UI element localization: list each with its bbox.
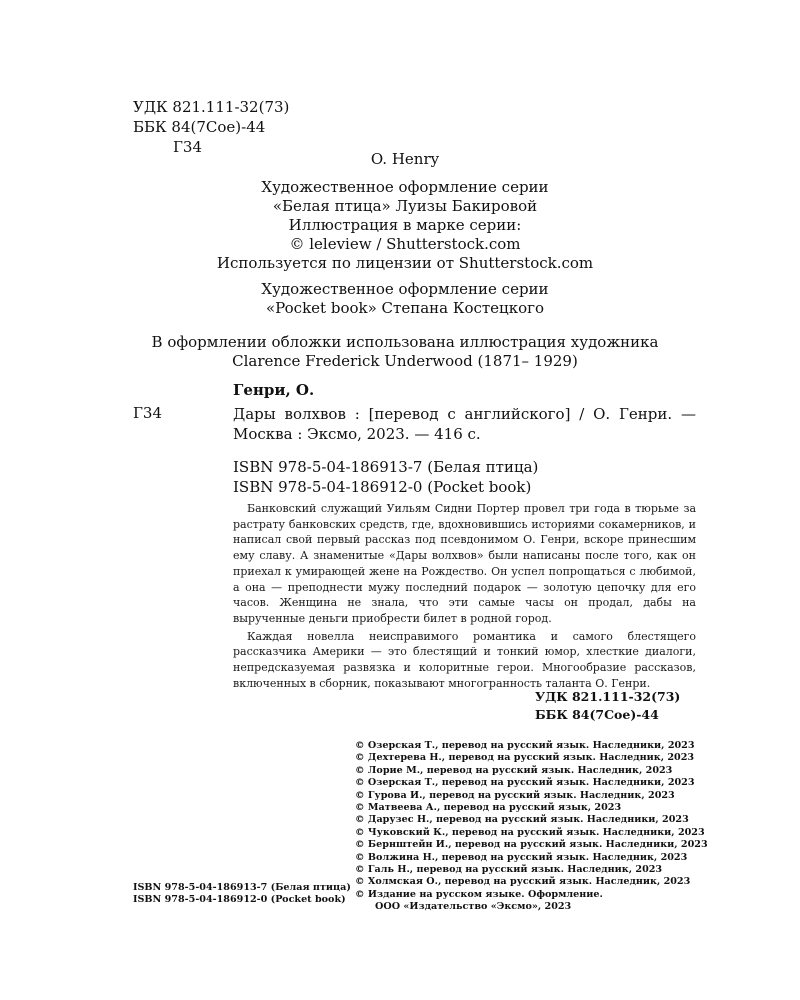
author-heading: Генри, О.: [233, 381, 315, 399]
copyright-publisher: ООО «Издательство «Эксмо», 2023: [375, 901, 572, 913]
copyright-line: © Гурова И., перевод на русский язык. Наследник, 2023: [355, 789, 675, 801]
design-credits: [130, 150, 680, 273]
author-mark: Г34: [173, 138, 203, 156]
credit-line: Используется по лицензии от Shutterstock.com: [216, 254, 594, 272]
isbn-list-bottom: [133, 882, 351, 907]
design-credits-pocket: [130, 280, 680, 318]
copyright-line: © Лорие М., перевод на русский язык. Наследник, 2023: [355, 764, 673, 776]
copyright-line: © Озерская Т., перевод на русский язык. Наследники, 2023: [355, 777, 695, 789]
annotation-paragraph: Банковский служащий Уильям Сидни Портер провел три года в тюрьме за растрату банковских средств, где, вдохновившись историями сокамерников, и написал свой первый рассказ под псевдонимом О. Генри, вскоре принесшим ему славу. А знаменитые «Дары волхвов» были написаны после того, как он приехал к умирающей жене на Рождество. Он успел попрощаться с любимой, а она — преподнести мужу последний подарок — золотую цепочку для его часов. Женщина не знала, что эти самые часы он продал, дабы на вырученные деньги приобрести билет в родной город.: [233, 502, 696, 625]
credit-line: Художественное оформление серии: [261, 280, 549, 298]
credit-line: Художественное оформление серии: [261, 178, 549, 196]
copyright-line: © Издание на русском языке. Оформление.: [355, 888, 603, 900]
udk-code: УДК 821.111-32(73): [133, 98, 290, 116]
copyright-line: © Бернштейн И., перевод на русский язык. Наследники, 2023: [355, 839, 708, 851]
classification-codes: [133, 97, 289, 157]
isbn-line: ISBN 978-5-04-186912-0 (Pocket book): [133, 894, 346, 906]
isbn-list: [233, 457, 538, 497]
cover-note-line: Clarence Frederick Underwood (1871– 1929): [232, 352, 578, 370]
isbn-line: ISBN 978-5-04-186912-0 (Pocket book): [233, 478, 532, 496]
copyright-line: © Матвеева А., перевод на русский язык, 2023: [355, 802, 622, 814]
credit-line: © leleview / Shutterstock.com: [289, 235, 521, 253]
author-mark-left: Г34: [133, 404, 163, 422]
isbn-line: ISBN 978-5-04-186913-7 (Белая птица): [233, 458, 539, 476]
udk-code: УДК 821.111-32(73): [535, 689, 681, 704]
isbn-line: ISBN 978-5-04-186913-7 (Белая птица): [133, 882, 351, 893]
credit-line: «Белая птица» Луизы Бакировой: [272, 197, 538, 215]
bbk-code: ББК 84(7Сое)-44: [133, 118, 266, 136]
cover-note-line: В оформлении обложки использована иллюстрация художника: [151, 333, 659, 351]
copyright-line: © Дарузес Н., перевод на русский язык. Наследники, 2023: [355, 814, 689, 826]
copyright-line: © Озерская Т., перевод на русский язык. Наследники, 2023: [355, 740, 695, 751]
credit-line: Иллюстрация в марке серии:: [288, 216, 522, 234]
copyright-list: [355, 740, 708, 914]
annotation: [233, 501, 696, 691]
bibliographic-description: Дары волхвов : [перевод с английского] / О. Генри. — Москва : Эксмо, 2023. — 416 с.: [233, 405, 696, 443]
copyright-line: © Галь Н., перевод на русский язык. Наследник, 2023: [355, 864, 663, 876]
credit-line: «Pocket book» Степана Костецкого: [265, 299, 544, 317]
annotation-paragraph: Каждая новелла неисправимого романтика и самого блестящего рассказчика Америки — это блестящий и тонкий юмор, хлесткие диалоги, непредсказуемая развязка и колоритные герои. Многообразие рассказов, включенных в сборник, показывают многогранность таланта О. Генри.: [233, 629, 696, 690]
copyright-line: © Волжина Н., перевод на русский язык. Наследник, 2023: [355, 851, 688, 863]
copyright-line: © Дехтерева Н., перевод на русский язык. Наследник, 2023: [355, 752, 695, 764]
classification-codes-right: [535, 688, 680, 724]
bbk-code: ББК 84(7Сое)-44: [535, 707, 659, 722]
cover-note: [130, 333, 680, 371]
copyright-line: © Холмская О., перевод на русский язык. Наследник, 2023: [355, 876, 691, 888]
copyright-line: © Чуковский К., перевод на русский язык. Наследники, 2023: [355, 826, 705, 838]
original-author: O. Henry: [370, 150, 440, 168]
